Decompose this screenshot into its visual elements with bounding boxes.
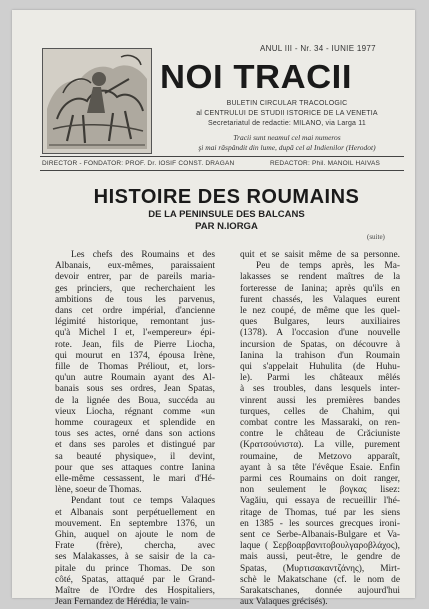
continued-label: (suite) — [367, 233, 385, 241]
article-text-line: ritage de Thomas, tué par les siens — [240, 507, 400, 518]
article-text-line: turques, celles de Chahim, qui — [240, 406, 400, 417]
director-credit: DIRECTOR - FONDATOR: PROF. Dr. IOSIF CONST. DRAGAN — [42, 160, 235, 167]
article-text-line: sent ce Serbe-Albanais-Bulgare et Va- — [240, 530, 400, 541]
article-text-line: qui mourut en 1374, épousa Irène, — [55, 350, 215, 361]
article-text-line: banais sous ses ordres, Jean Spatas, — [55, 384, 215, 395]
article-text-line: légimité historique, remontant jus- — [55, 317, 215, 328]
article-text-line: homme courageux et splendide en — [55, 418, 215, 429]
article-text-line: rote. Jean, fils de Pierre Liocha, — [55, 339, 215, 350]
article-text-line: Peu de temps après, les Ma- — [256, 261, 400, 272]
article-text-line: vieux Liocha, régnant comme «un — [55, 406, 215, 417]
article-text-line: lène, soeur de Thomas. — [55, 485, 142, 496]
article-text-line: sa beauté physique», il devint, — [55, 451, 215, 462]
subtitle-line-3: Secretariatul de redactie: MILANO, via Larga 11 — [208, 120, 366, 127]
article-text-line: tous ses actes, orné dans son actions — [55, 429, 215, 440]
article-text-line: contre le château de Crăciuniste — [240, 429, 400, 440]
article-text-line: Ianina la trahison d'un Roumain — [240, 350, 400, 361]
article-text-line: Sarakatschanes, donnée aujourd'hui — [240, 586, 400, 597]
motto-line-1: Tracii sunt neamul cel mai numeros — [233, 133, 341, 142]
article-text-line: qu'un autre Roumain ayant des Al- — [55, 373, 215, 384]
article-column-right — [240, 250, 400, 609]
article-text-line: non seulement le βογκας lisez: — [240, 485, 400, 496]
header-rule-top — [40, 156, 404, 157]
article-subtitle: DE LA PENINSULE DES BALCANS — [148, 209, 305, 220]
article-text-line: Maître de l'Ordre des Hospitaliers, — [55, 586, 215, 597]
article-text-line: vinrent aussi les premières bandes — [240, 395, 400, 406]
subtitle-line-2: al CENTRULUI DE STUDII ISTORICE DE LA VENETIA — [196, 110, 378, 117]
article-author: PAR N.IORGA — [195, 221, 258, 232]
editor-credit: REDACTOR: Phil. MANOIL HAIVAS — [270, 160, 381, 167]
article-text-line: dans cet ordre impérial, d'ancienne — [55, 306, 215, 317]
article-text-line: qu'à Michel I et, l'«empereur» épi- — [55, 328, 215, 339]
article-text-line: de la lignée des Boua, succéda au — [55, 395, 215, 406]
article-text-line: pour que ses attaques contre Ianina — [55, 462, 215, 473]
article-column-left — [55, 250, 215, 609]
article-text-line: quit et se saisit même de sa personne. — [240, 250, 400, 260]
article-text-line: roumaine, de Metzovo apparaît, — [240, 451, 400, 462]
subtitle-line-1: BULETIN CIRCULAR TRACOLOGIC — [226, 100, 348, 107]
article-text-line: Ghin, auquel on ajoute le nom de — [55, 530, 215, 541]
article-text-line: Albanais, eux-mêmes, paraissaient — [55, 261, 215, 272]
article-text-line: Spatas, (Μυρτισακαντζάνης), Mirt- — [240, 563, 400, 574]
article-text-line: devoir entrer, par de pareils maria- — [55, 272, 215, 283]
article-text-line: parmi ces Roumains on doit ranger, — [240, 474, 400, 485]
article-text-line: Frate (frère), chercha, avec — [55, 541, 215, 552]
article-text-line: côté, Spatas, attaqué par le Grand- — [55, 574, 215, 585]
article-text-line: à ses troubles, dans lesquels inter- — [240, 384, 400, 395]
article-text-line: schè le Makatschane (cf. le nom de — [240, 574, 400, 585]
thracian-relief-logo-image — [42, 48, 152, 154]
newspaper-page — [12, 10, 415, 608]
article-text-line: ses Malakasses, à se saisir de la ca- — [55, 552, 215, 563]
article-text-line: ges princiers, que recherchaient les — [55, 283, 215, 294]
article-text-line: lakasses se rendent maîtres de la — [240, 272, 400, 283]
article-text-line: forteresse de Ianina; après qu'ils en — [240, 283, 400, 294]
article-text-line: Jean Fernandez de Hérédia, le vain- — [55, 597, 190, 608]
article-text-line: qui s'appelait Huhulita (de Huhu- — [240, 362, 400, 373]
article-text-line: aux Valaques grécisés). — [240, 597, 328, 608]
article-text-line: laque ( Σερβοαρβανιτοβουλγαροβλάχος), — [240, 541, 400, 552]
article-title: HISTOIRE DES ROUMAINS — [93, 186, 360, 208]
article-text-line: pitale du prince Thomas. De son — [55, 563, 215, 574]
article-text-line: furent chassés, les Valaques eurent — [240, 294, 400, 305]
article-text-line: et Albanais sont perpétuellement en — [55, 507, 215, 518]
article-text-line: et dans ses paroles et distingué par — [55, 440, 215, 451]
article-text-line: mouvement. En septembre 1376, un — [55, 518, 215, 529]
article-text-line: le nez coupé, de même que les quel- — [240, 306, 400, 317]
article-text-line: le). Parmi les châteaux mêlés — [240, 373, 400, 384]
article-text-line: en 1385 - les sources grecques ironi- — [240, 518, 400, 529]
article-text-line: combat contre les Massaraki, on ren- — [240, 418, 400, 429]
logo-illustration — [43, 49, 151, 153]
article-text-line: Pendant tout ce temps Valaques — [71, 496, 215, 507]
article-text-line: ayant à sa tête l'évêque Esaie. Enfin — [240, 462, 400, 473]
issue-line: ANUL III - Nr. 34 - IUNIE 1977 — [260, 44, 376, 53]
article-text-line: ambitions de tous les parvenus, — [55, 294, 215, 305]
header-rule-bottom — [40, 170, 404, 171]
article-text-line: (Κρατσούνιστα). La ville, purement — [240, 440, 400, 451]
article-text-line: Vagăiu, qui essaya de recueillir l'hé- — [240, 496, 400, 507]
article-text-line: ques Bulgares, leurs auxiliaires — [240, 317, 400, 328]
masthead-title: NOI TRACII — [160, 58, 352, 95]
article-text-line: fille de Thomas Préliout, et, lors- — [55, 362, 215, 373]
article-text-line: elle-même cessassent, le mari d'Hé- — [55, 474, 215, 485]
article-text-line: incursion de Spatas, on découvre à — [240, 339, 400, 350]
article-text-line: Les chefs des Roumains et des — [71, 250, 215, 260]
motto-line-2: şi mai răspândit din lume, după cel al Indienilor (Herodot) — [198, 143, 376, 152]
article-text-line: (1378). A l'occasion d'une nouvelle — [240, 328, 400, 339]
article-text-line: mais aussi, peut-être, le gendre de — [240, 552, 400, 563]
